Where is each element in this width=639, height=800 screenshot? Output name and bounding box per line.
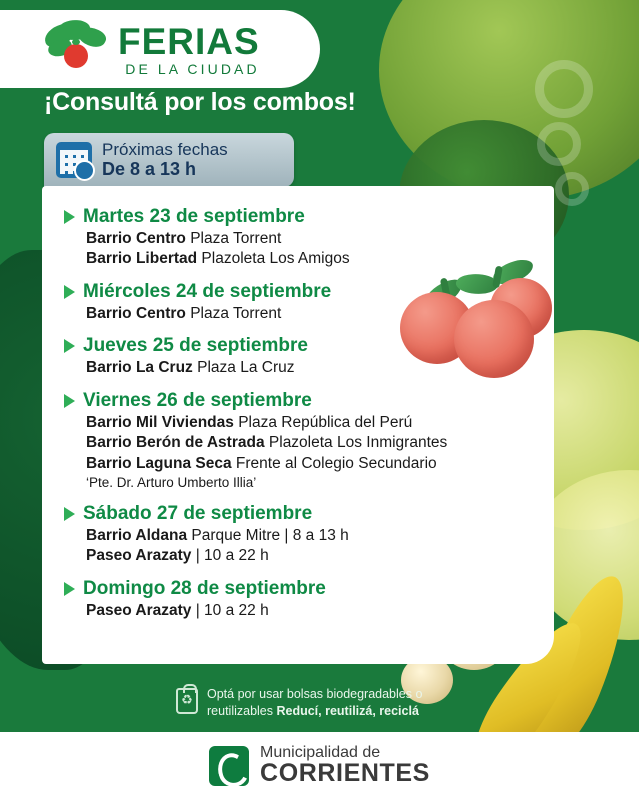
brand-title: FERIAS — [118, 20, 260, 62]
triangle-bullet-icon — [64, 507, 75, 521]
location-name: Barrio Laguna Seca — [86, 454, 232, 472]
location-place: Plaza Torrent — [190, 304, 282, 322]
next-dates-badge — [44, 133, 294, 187]
eco-note-line1: Optá por usar bolsas biodegradables o — [207, 687, 423, 701]
location-note: ‘Pte. Dr. Arturo Umberto Illia’ — [86, 475, 257, 491]
schedule-day-header — [64, 503, 532, 525]
location-place: Frente al Colegio Secundario — [235, 454, 437, 472]
lettuce-tomato-icon — [44, 20, 106, 78]
brand-logo-band — [0, 10, 320, 88]
location-name: Barrio Mil Viviendas — [86, 413, 234, 431]
ring-decoration — [535, 60, 593, 118]
schedule-day-label: Jueves 25 de septiembre — [83, 335, 308, 357]
eco-note-bold: Reducí, reutilizá, reciclá — [276, 703, 419, 718]
brand-logo-text — [118, 20, 260, 77]
triangle-bullet-icon — [64, 210, 75, 224]
list-item — [64, 454, 532, 474]
list-item — [64, 229, 532, 249]
location-name: Paseo Arazaty — [86, 547, 192, 565]
location-place: | 10 a 22 h — [195, 547, 269, 565]
location-place: | 10 a 22 h — [195, 601, 269, 619]
location-name: Barrio Aldana — [86, 526, 188, 544]
schedule-day — [64, 503, 532, 567]
location-name: Barrio La Cruz — [86, 359, 193, 377]
triangle-bullet-icon — [64, 339, 75, 353]
list-item — [64, 413, 532, 433]
list-item — [64, 601, 532, 621]
recycle-bag-icon — [176, 688, 198, 714]
location-name: Barrio Centro — [86, 230, 186, 247]
schedule-day-label: Miércoles 24 de septiembre — [83, 280, 332, 302]
location-name: Paseo Arazaty — [86, 601, 192, 619]
triangle-bullet-icon — [64, 394, 75, 408]
list-item — [64, 546, 532, 566]
municipality-name: CORRIENTES — [260, 759, 430, 788]
eco-note-plain: reutilizables — [207, 703, 277, 718]
schedule-day-label: Martes 23 de septiembre — [83, 206, 305, 227]
eco-note-line2 — [207, 703, 422, 720]
location-name: Barrio Libertad — [86, 250, 198, 268]
schedule-day-label: Viernes 26 de septiembre — [83, 389, 312, 411]
next-dates-hours: De 8 a 13 h — [102, 159, 197, 180]
list-item — [64, 433, 532, 453]
next-dates-label: Próximas fechas — [102, 140, 228, 160]
location-name: Barrio Centro — [86, 304, 186, 322]
schedule-day-label: Domingo 28 de septiembre — [83, 577, 326, 599]
triangle-bullet-icon — [64, 582, 75, 596]
page-title: ¡Consultá por los combos! — [44, 88, 356, 116]
calendar-clock-icon — [56, 142, 92, 178]
location-place: Plaza Torrent — [190, 230, 282, 247]
location-place: Plazoleta Los Amigos — [201, 250, 350, 268]
triangle-bullet-icon — [64, 285, 75, 299]
municipality-label: Municipalidad de — [260, 744, 381, 762]
location-place: Parque Mitre | 8 a 13 h — [191, 526, 349, 544]
schedule-day-label: Sábado 27 de septiembre — [83, 502, 313, 524]
municipality-bar — [0, 732, 639, 800]
eco-note — [176, 686, 422, 719]
list-item — [64, 526, 532, 546]
location-name: Barrio Berón de Astrada — [86, 434, 265, 452]
schedule-day — [64, 578, 532, 621]
schedule-day-header — [64, 206, 532, 228]
brand-subtitle: DE LA CIUDAD — [125, 60, 260, 77]
location-place: Plaza República del Perú — [238, 413, 413, 431]
ring-decoration — [537, 122, 581, 166]
tomato-cluster-illustration — [398, 248, 548, 388]
corrientes-logo-icon — [209, 746, 249, 786]
schedule-day — [64, 390, 532, 492]
ring-decoration — [555, 172, 589, 206]
schedule-day-header — [64, 578, 532, 600]
schedule-day-header — [64, 390, 532, 412]
location-place: Plaza La Cruz — [197, 359, 295, 377]
location-place: Plazoleta Los Inmigrantes — [268, 434, 448, 452]
